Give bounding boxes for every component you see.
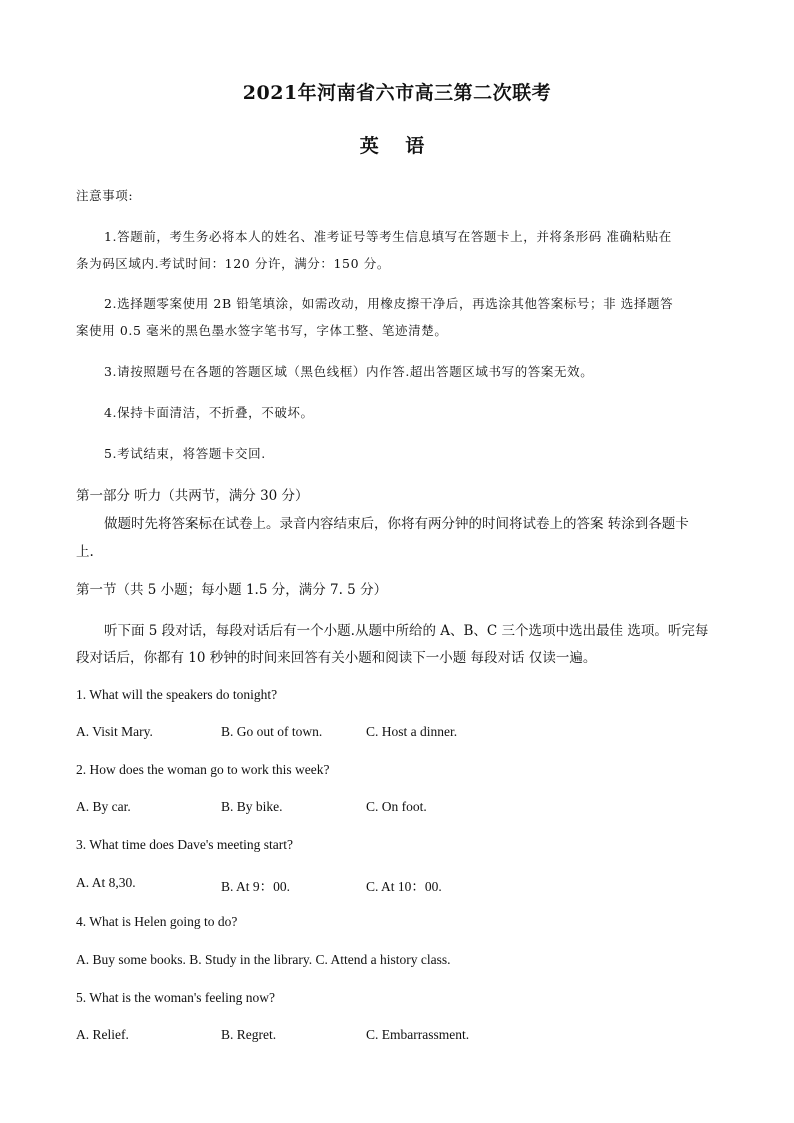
notice-heading: 注意事项: <box>76 188 134 203</box>
q3-option-c: C. At 10：00. <box>366 879 442 894</box>
section1-intro-line-2: 段对话后，你都有 10 秒钟的时间来回答有关小题和阅读下一小题 每段对话 仅读一遍。 <box>76 650 597 666</box>
part1-heading: 第一部分 听力（共两节，满分 30 分） <box>76 488 309 504</box>
notice-item-2-line-2: 案使用 0.5 毫米的黑色墨水签字笔书写，字体工整、笔迹清楚。 <box>76 323 448 338</box>
q4-options: A. Buy some books. B. Study in the library. C. Attend a history class. <box>76 952 451 967</box>
q1-option-c: C. Host a dinner. <box>366 724 458 739</box>
q2-option-a: A. By car. <box>76 799 131 814</box>
q2-option-b: B. By bike. <box>221 799 283 814</box>
q2-option-c: C. On foot. <box>366 799 427 814</box>
q1-option-a: A. Visit Mary. <box>76 724 153 739</box>
notice-item-3: 3.请按照题号在各题的答题区域（黑色线框）内作答.超出答题区域书写的答案无效。 <box>104 364 594 379</box>
exam-title: 2021年河南省六市高三第二次联考 <box>242 82 552 104</box>
question-3: 3. What time does Dave's meeting start? <box>76 837 293 852</box>
question-1: 1. What will the speakers do tonight? <box>76 687 278 702</box>
q5-option-a: A. Relief. <box>76 1027 129 1042</box>
q3-option-b: B. At 9：00. <box>221 879 291 894</box>
subject-title: 英 语 <box>359 135 435 157</box>
notice-item-1-line-1: 1.答题前，考生务必将本人的姓名、准考证号等考生信息填写在答题卡上，并将条形码 准确粘贴在 <box>104 229 672 244</box>
notice-item-5: 5.考试结束，将答题卡交回. <box>104 446 266 461</box>
question-2: 2. How does the woman go to work this week? <box>76 762 330 777</box>
notice-item-1-line-2: 条为码区域内.考试时间：120 分许，满分：150 分。 <box>76 256 390 271</box>
part1-intro-line-1: 做题时先将答案标在试卷上。录音内容结束后，你将有两分钟的时间将试卷上的答案 转涂到各题卡 <box>104 516 689 532</box>
section1-heading: 第一节（共 5 小题；每小题 1.5 分，满分 7. 5 分） <box>76 582 388 598</box>
question-4: 4. What is Helen going to do? <box>76 914 238 929</box>
part1-intro-line-2: 上. <box>76 544 94 560</box>
section1-intro-line-1: 听下面 5 段对话，每段对话后有一个小题.从题中所给的 A、B、C 三个选项中选出最佳 选项。听完每 <box>104 623 709 639</box>
q3-option-a: A. At 8,30. <box>76 875 136 890</box>
q5-option-b: B. Regret. <box>221 1027 277 1042</box>
q1-option-b: B. Go out of town. <box>221 724 323 739</box>
question-5: 5. What is the woman's feeling now? <box>76 990 276 1005</box>
notice-item-4: 4.保持卡面清洁，不折叠，不破坏。 <box>104 405 314 420</box>
q5-option-c: C. Embarrassment. <box>366 1027 470 1042</box>
notice-item-2-line-1: 2.选择题零案使用 2B 铅笔填涂，如需改动，用橡皮擦干净后，再选涂其他答案标号；非 选择题答 <box>104 296 674 311</box>
